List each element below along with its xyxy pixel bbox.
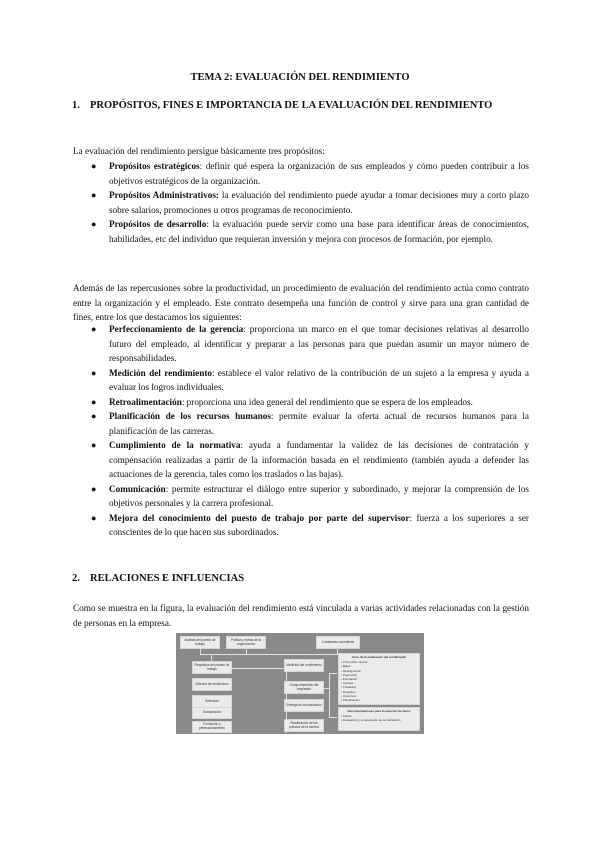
list-box-item: • Promoción [341, 672, 358, 677]
section-number: 1. [72, 100, 80, 111]
diagram-box: Entrega de la evaluación [284, 699, 324, 712]
item-text: la evaluación del rendimiento puede ayudar a tomar decisiones muy a corto plazo sobre salarios, promociones u otros programas de reconocimiento. [109, 190, 530, 215]
item-term: Propósitos Administrativos: [109, 190, 219, 200]
paragraph-contract: Además de las repercusiones sobre la productividad, un procedimiento de evaluación del rendimiento actúa como contrato entre la organización y el empleado. Este contrato desempeña una función de control y sirve para una gran cantidad de fines, entre los que destacamos los siguientes: [73, 283, 529, 322]
diagram-box: Cuestiones normativas [316, 636, 360, 649]
section-number: 2. [72, 573, 80, 584]
connector-line [329, 673, 337, 674]
item-term: Propósitos de desarrollo [109, 219, 207, 229]
item-text: : permite evaluar la oferta actual de recursos humanos para la planificación de las carreras. [109, 411, 529, 436]
item-term: Planificación de los recursos humanos [109, 411, 271, 421]
list-box-title: Recomendaciones para la elección de datos [347, 709, 411, 713]
list-box-item: • Despidos [341, 689, 356, 694]
item-text: : proporciona un marco en el que tomar decisiones relativas al desarrollo futuro del empleado, al identificar y preparar a las personas para que puedan asumir un mayor número de responsabilidades. [109, 324, 529, 363]
item-term: Medición del rendimiento [109, 367, 213, 378]
list-box-item: • Partes [341, 714, 352, 719]
bullet-icon: ● [91, 440, 97, 450]
list-box-title: Usos de la evaluación del rendimiento [351, 655, 407, 659]
bullet-icon: ● [91, 219, 97, 229]
bullet-icon: ● [91, 396, 97, 407]
bullet-icon: ● [91, 324, 97, 334]
ends-list [73, 322, 529, 540]
section-title: PROPÓSITOS, FINES E IMPORTANCIA DE LA EVALUACIÓN DEL RENDIMIENTO [90, 100, 493, 111]
item-term: Cumplimiento de la normativa [109, 440, 241, 450]
list-item [73, 438, 529, 482]
diagram-list-box [338, 653, 420, 705]
item-term: Propósitos estratégicos [109, 161, 200, 171]
section-2-heading [72, 571, 530, 587]
item-text: : ayuda a fundamentar la validez de las decisiones de contratación y compensación realizadas a partir de la información basada en el rendimiento (también ayuda a defender las actuaciones de la gerencia, tales como los traslados o las bajas). [109, 440, 529, 479]
section-title: RELACIONES E INFLUENCIAS [90, 573, 245, 584]
list-item [73, 409, 529, 438]
list-box-item: • Planificación [341, 698, 360, 703]
diagram-list-box [338, 707, 420, 731]
diagram-box: Planificación de los puestos de la carrera [284, 719, 324, 732]
paragraph-figure: Como se muestra en la figura, la evaluación del rendimiento está vinculada a varias actividades relacionadas con la gestión de personas en la empresa. [73, 603, 529, 628]
list-item [73, 322, 529, 366]
diagram-box: Comportamiento del empleado [284, 681, 324, 694]
bullet-icon: ● [91, 161, 97, 171]
connector-line [200, 654, 338, 655]
paragraph-intro: La evaluación del rendimiento persigue básicamente tres propósitos: [73, 146, 325, 156]
list-box-item: • Carrera [341, 681, 354, 686]
bullet-icon: ● [91, 411, 97, 421]
bullet-icon: ● [91, 483, 97, 494]
list-box-item: • Promoción interna [341, 660, 368, 665]
bullet-icon: ● [91, 367, 97, 378]
list-box-item: • Bajas [341, 664, 351, 669]
item-term: Mejora del conocimiento del puesto de trabajo por parte del supervisor [109, 512, 410, 523]
section-1-heading [72, 98, 530, 114]
diagram-box: Selección [192, 695, 232, 708]
diagram-box: Política y metas de la organización [226, 636, 266, 649]
connector-line [329, 673, 330, 717]
bullet-icon: ● [91, 512, 97, 523]
list-box-item: • Incentivos [341, 693, 357, 698]
page-title: TEMA 2: EVALUACIÓN DEL RENDIMIENTO [190, 72, 410, 83]
item-term: Comunicación [109, 483, 166, 494]
list-item [73, 217, 529, 246]
list-box-item: • Reasignación [341, 668, 362, 673]
diagram-box: Socialización [192, 707, 232, 719]
connector-line [246, 649, 247, 655]
list-box-item: • Traslados [341, 685, 356, 690]
item-text: : la evaluación puede servir como una base para identificar áreas de conocimientos, habilidades, etc del individuo que requieran inversión y mejora con procesos de formación, por ejemplo. [109, 219, 529, 244]
item-text: : definir qué espera la organización de sus empleados y cómo pueden contribuir a los objetivos estratégicos de la organización. [109, 161, 529, 186]
item-text: : establece el valor relativo de la contribución de un sujeto a la empresa y ayuda a evaluar los logros individuales. [109, 367, 529, 392]
list-box-item: • Evaluación y comparación de la motivación [341, 718, 401, 723]
item-text: : proporciona una idea general del rendimiento que se espera de los empleados. [181, 396, 473, 407]
diagram-box: Formación y perfeccionamiento [192, 721, 232, 733]
item-term: Retroalimentación [109, 396, 182, 407]
diagram-box: Medición del rendimiento [284, 659, 324, 672]
item-text: : fuerza a los superiores a ser conscientes de lo que hacen sus subordinados. [109, 512, 529, 537]
list-box-item: • Formación [341, 677, 358, 682]
purposes-list [73, 159, 529, 246]
list-item [73, 482, 529, 511]
list-item [73, 395, 529, 410]
diagram-box: Requisitos del puesto de trabajo [192, 661, 232, 674]
item-text: : permite estructurar el diálogo entre superior y subordinado, y mejorar la comprensión de los objetivos personales y la carrera profesional. [109, 483, 529, 508]
diagram-box: Criterios de rendimiento [192, 678, 232, 691]
list-item [73, 366, 529, 395]
list-item [73, 511, 529, 540]
item-term: Perfeccionamiento de la gerencia [109, 324, 244, 334]
relations-diagram [176, 633, 424, 734]
list-item [73, 188, 529, 217]
bullet-icon: ● [91, 190, 97, 200]
diagram-box: Análisis del puesto de trabajo [180, 636, 220, 649]
connector-line [329, 717, 337, 718]
list-item [73, 159, 529, 188]
